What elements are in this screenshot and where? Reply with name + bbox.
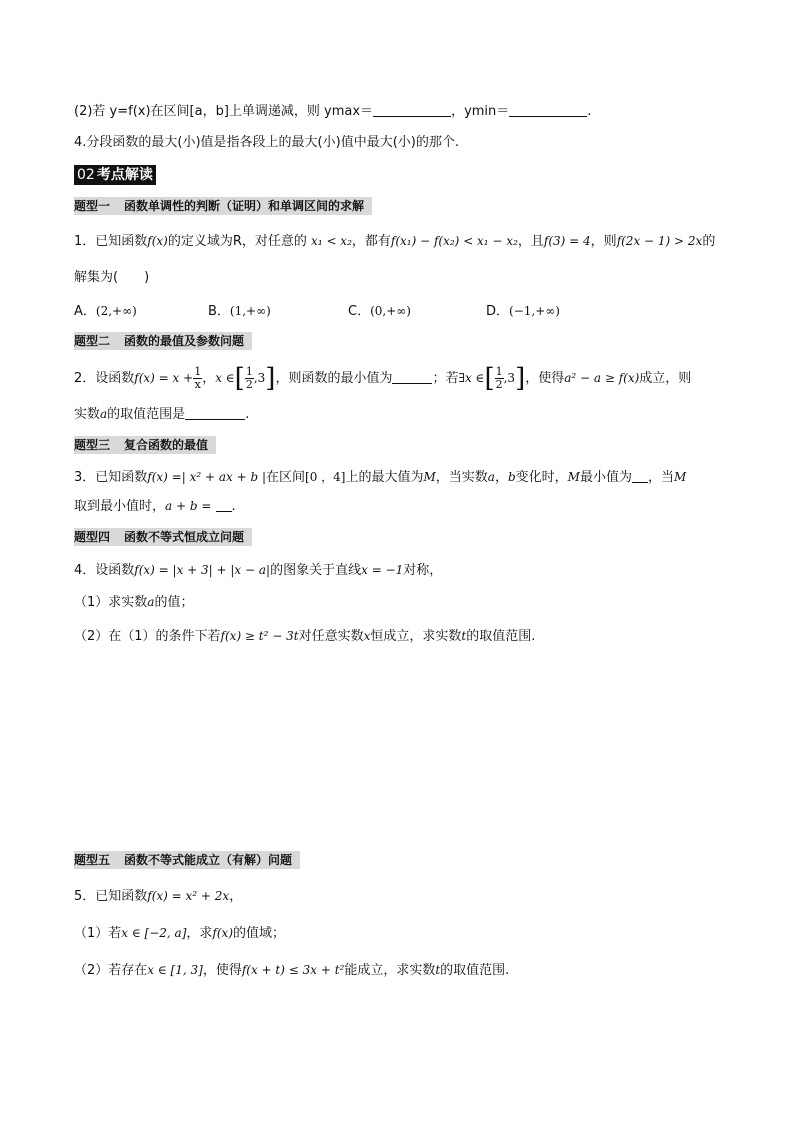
intro-text: . xyxy=(587,104,592,119)
q-text: （2）在（1）的条件下若 xyxy=(74,629,221,644)
q-text: 对任意实数 xyxy=(298,629,364,644)
q-text: ，都有 xyxy=(351,234,391,249)
math-expr: f(x) = x² + 2x xyxy=(147,889,230,903)
q-text: ，当实数 xyxy=(435,470,488,485)
q-text: . xyxy=(231,499,236,514)
intro-text: (2)若 y=f(x)在区间[a，b]上单调递减，则 ymax＝ xyxy=(74,104,374,119)
math-expr: f(x) xyxy=(147,234,168,248)
topic-title: 复合函数的最值 xyxy=(124,438,209,452)
topic-title: 函数不等式能成立（有解）问题 xyxy=(124,853,293,867)
math-expr: f(x) ≥ t² − 3t xyxy=(220,629,299,643)
math-expr: x₁ < x₂ xyxy=(311,234,352,248)
q-text: ，使得 xyxy=(202,963,242,978)
answer-blank xyxy=(216,497,232,512)
q-text: 取到最小值时， xyxy=(74,499,166,514)
question-2 xyxy=(74,363,692,394)
q-text: 5．已知函数 xyxy=(74,889,148,904)
q-text: ，使得 xyxy=(525,371,565,386)
math-expr: f(3) = 4 xyxy=(543,234,591,248)
math-expr: a² − a ≥ f(x) xyxy=(564,371,640,385)
q-text: 1．已知函数 xyxy=(74,234,148,249)
q-text: 的值； xyxy=(154,595,194,610)
topic-header-5 xyxy=(74,851,300,869)
topic-label: 题型四 xyxy=(74,530,111,544)
question-5 xyxy=(74,886,242,907)
q-text: 能成立，求实数 xyxy=(344,963,436,978)
bracket-close: ] xyxy=(515,363,526,394)
q-text: 变化时， xyxy=(515,470,568,485)
q-text: 上的最大值为 xyxy=(345,470,424,485)
option-label: D． xyxy=(486,304,510,319)
frac-denominator: x xyxy=(194,378,201,391)
topic-header-3 xyxy=(74,436,216,454)
question-1 xyxy=(74,231,715,252)
fraction xyxy=(245,366,254,391)
topic-label: 题型一 xyxy=(74,199,111,213)
q-text: ；若 xyxy=(432,371,459,386)
bracket-open: [ xyxy=(484,363,495,394)
math-expr: ∃x ∈ xyxy=(458,371,485,385)
q-text: 的取值范围. xyxy=(466,629,536,644)
option-d[interactable] xyxy=(486,300,560,319)
q-text: 对称， xyxy=(403,563,443,578)
question-3 xyxy=(74,467,686,488)
q-text: ，且 xyxy=(517,234,544,249)
frac-numerator: 1 xyxy=(245,365,253,378)
topic-header-4 xyxy=(74,528,252,546)
q-text: 的取值范围是 xyxy=(107,407,186,422)
math-expr: x = −1 xyxy=(361,563,404,577)
frac-denominator: 2 xyxy=(495,378,503,391)
question-5-part-1 xyxy=(74,923,285,944)
math-expr: x ∈ xyxy=(215,371,235,385)
answer-blank xyxy=(185,405,245,420)
question-2-line-2 xyxy=(74,404,249,425)
math-expr: f(x + t) ≤ 3x + t² xyxy=(241,963,345,977)
frac-numerator: 1 xyxy=(495,365,503,378)
math-expr: x xyxy=(363,629,371,643)
option-label: A． xyxy=(74,304,96,319)
math-expr: a xyxy=(100,407,108,421)
math-expr: a + b = xyxy=(165,499,212,513)
math-expr: x ∈ [1, 3] xyxy=(147,963,203,977)
topic-label: 题型三 xyxy=(74,438,111,452)
answer-blank xyxy=(632,468,648,483)
topic-label: 题型五 xyxy=(74,853,111,867)
section-badge xyxy=(74,165,156,185)
topic-title: 函数的最值及参数问题 xyxy=(124,334,245,348)
q-text: 的值域； xyxy=(233,926,286,941)
intro-line-4: 4.分段函数的最大(小)值是指各段上的最大(小)值中最大(小)的那个. xyxy=(74,135,459,150)
q-text: 最小值为 xyxy=(579,470,632,485)
option-label: B． xyxy=(208,304,230,319)
q-text: 的图象关于直线 xyxy=(270,563,362,578)
math-expr: M xyxy=(423,470,436,484)
option-a[interactable] xyxy=(74,300,137,319)
question-4 xyxy=(74,560,442,581)
math-expr: f(x) = |x + 3| + |x − a| xyxy=(134,563,271,577)
q-text: . xyxy=(245,407,250,422)
q-text: ，则函数的最小值为 xyxy=(275,371,393,386)
q-text: （1）若 xyxy=(74,926,122,941)
topic-label: 题型二 xyxy=(74,334,111,348)
topic-header-1 xyxy=(74,197,372,215)
q-text: 在区间 xyxy=(266,470,306,485)
math-expr: f(x) = x + xyxy=(134,371,194,385)
q-text: 4．设函数 xyxy=(74,563,135,578)
math-expr: f(x) xyxy=(212,926,233,940)
bracket-close: ] xyxy=(265,363,276,394)
question-4-part-1 xyxy=(74,592,193,613)
math-expr: [0 ，4] xyxy=(305,470,346,484)
math-expr: x ∈ [−2, a] xyxy=(121,926,187,940)
q-text: （1）求实数 xyxy=(74,595,148,610)
section-number: 02 xyxy=(77,167,95,183)
option-b[interactable] xyxy=(208,300,271,319)
question-5-part-2 xyxy=(74,960,509,981)
q-text: 3．已知函数 xyxy=(74,470,148,485)
math-expr: ,3 xyxy=(503,371,516,385)
answer-blank xyxy=(373,102,451,117)
frac-numerator: 1 xyxy=(194,365,202,378)
option-value: (−1,+∞) xyxy=(509,304,560,318)
intro-text: ，ymin＝ xyxy=(451,104,510,119)
q-text: ， xyxy=(202,371,216,386)
frac-denominator: 2 xyxy=(245,378,253,391)
q-text: ，则 xyxy=(590,234,617,249)
math-expr: M xyxy=(567,470,580,484)
math-expr: t xyxy=(461,629,467,643)
q-text: 2．设函数 xyxy=(74,371,135,386)
q-text: 的取值范围. xyxy=(440,963,510,978)
option-value: (2,+∞) xyxy=(95,304,137,318)
bracket-open: [ xyxy=(234,363,245,394)
fraction xyxy=(495,366,504,391)
topic-title: 函数单调性的判断（证明）和单调区间的求解 xyxy=(124,199,365,213)
answer-blank xyxy=(509,102,587,117)
q-text: 恒成立，求实数 xyxy=(370,629,462,644)
question-1-line-2: 解集为( ) xyxy=(74,270,150,285)
intro-line-2 xyxy=(74,102,591,122)
option-label: C． xyxy=(348,304,371,319)
topic-header-2 xyxy=(74,332,252,350)
answer-blank xyxy=(392,369,432,384)
q-text: ， xyxy=(494,470,508,485)
q-text: 成立，则 xyxy=(639,371,692,386)
q-text: ， xyxy=(229,889,243,904)
q-text: （2）若存在 xyxy=(74,963,148,978)
math-expr: b xyxy=(507,470,516,484)
q-text: 的定义域为R，对任意的 xyxy=(167,234,307,249)
math-expr: a xyxy=(487,470,495,484)
q-text: ，求 xyxy=(186,926,213,941)
topic-title: 函数不等式恒成立问题 xyxy=(124,530,245,544)
math-expr: M xyxy=(674,470,687,484)
q-text: 的 xyxy=(702,234,716,249)
math-expr: f(2x − 1) > 2x xyxy=(616,234,703,248)
fraction xyxy=(193,366,202,391)
math-expr: f(x₁) − f(x₂) < x₁ − x₂ xyxy=(390,234,518,248)
option-value: (1,+∞) xyxy=(229,304,271,318)
q-text: ，当 xyxy=(647,470,674,485)
math-expr: t xyxy=(435,963,441,977)
section-title: 考点解读 xyxy=(96,167,153,183)
q-text: 实数 xyxy=(74,407,101,422)
option-value: (0,+∞) xyxy=(370,304,411,318)
math-expr: a xyxy=(147,595,155,609)
question-4-part-2 xyxy=(74,626,535,647)
option-c[interactable] xyxy=(348,300,411,319)
question-3-line-2 xyxy=(74,496,236,517)
math-expr: f(x) =| x² + ax + b | xyxy=(147,470,266,484)
math-expr: ,3 xyxy=(253,371,266,385)
